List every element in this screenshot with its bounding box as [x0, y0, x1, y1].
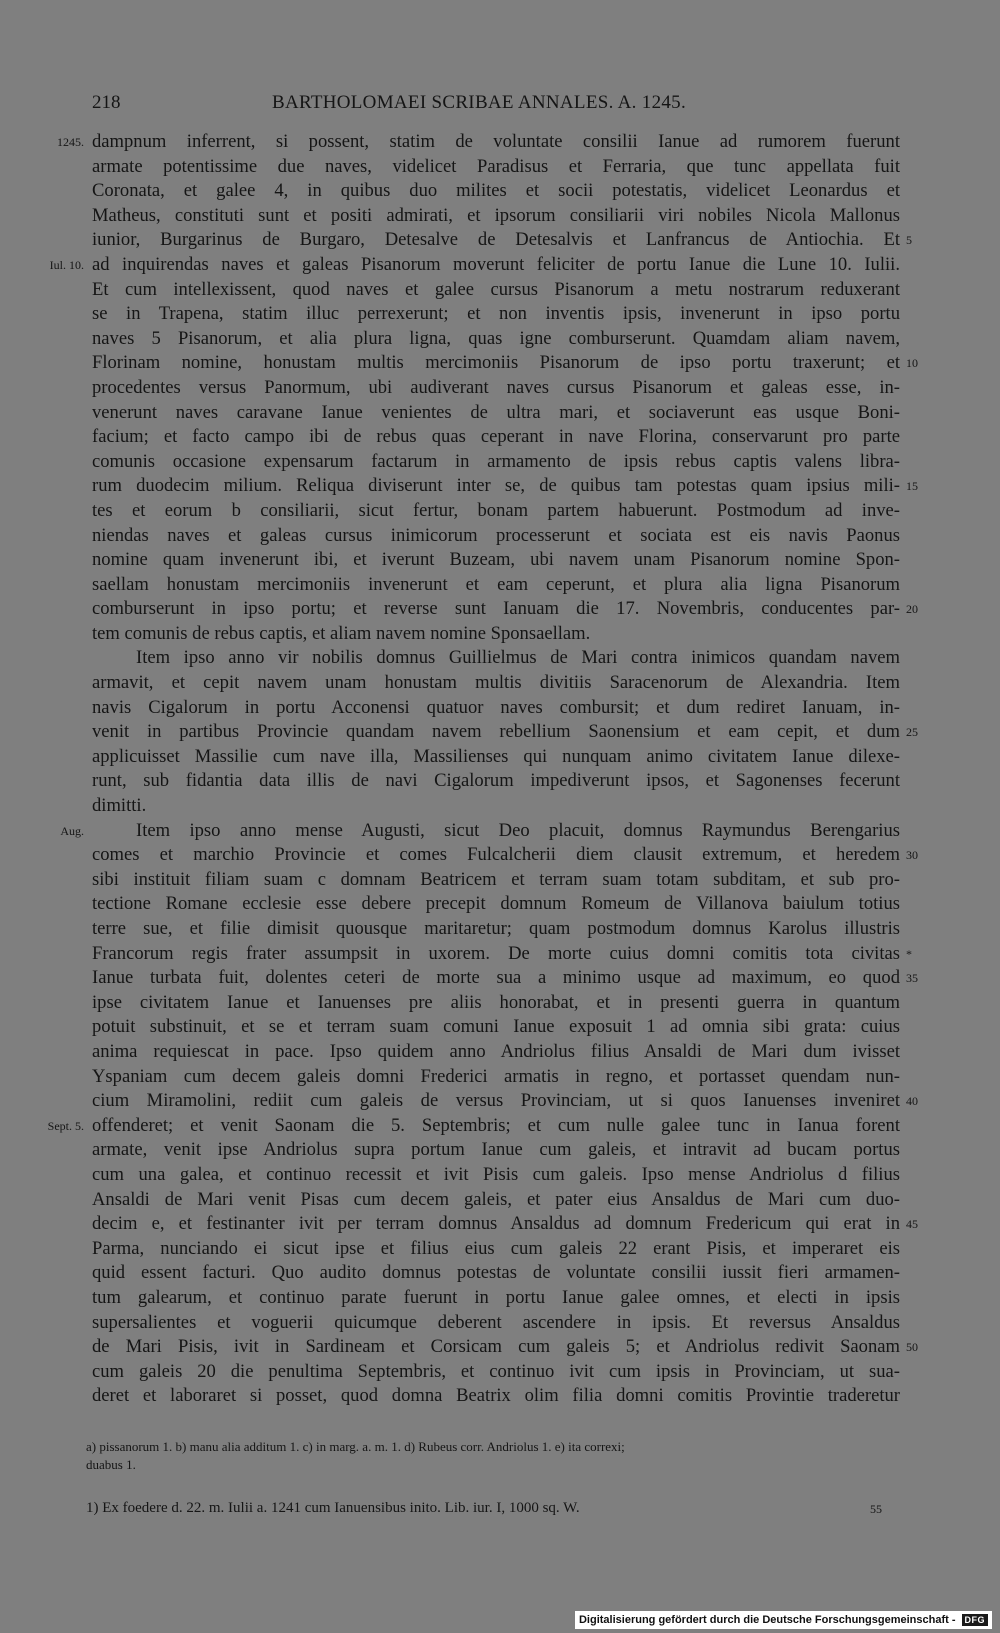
text-line — [92, 425, 900, 450]
text-line — [92, 696, 900, 721]
text-line — [92, 1286, 900, 1311]
text-line — [92, 1360, 900, 1385]
line-number: 15 — [906, 479, 918, 494]
text-line — [92, 892, 900, 917]
note-line: a) pissanorum 1. b) manu alia additum 1. c) in marg. a. m. 1. d) Rubeus corr. Andriolus 1. e) ita correxi; — [86, 1439, 625, 1454]
line-text: sibi instituit filiam suam c domnam Beatricem et terram suam totam subditam, et sub pro- — [92, 868, 900, 890]
text-line — [57, 130, 900, 155]
text-line — [92, 769, 900, 794]
line-text: navis Cigalorum in portu Acconensi quatuor naves combursit; et dum rediret Ianuam, in- — [92, 696, 900, 718]
text-line — [92, 351, 918, 376]
line-text: cum una galea, et continuo recessit et ivit Pisis cum galeis. Ipso mense Andriolus d filius — [92, 1163, 900, 1185]
footnote: 1) Ex foedere d. 22. m. Iulii a. 1241 cum Ianuensibus inito. Lib. iur. I, 1000 sq. W. — [86, 1500, 580, 1516]
margin-date: 1245. — [57, 135, 84, 149]
text-line — [92, 450, 900, 475]
line-text: decim e, et festinanter ivit per terram domnus Ansaldus ad domnum Fredericum qui erat in — [92, 1213, 900, 1235]
line-text: iunior, Burgarinus de Burgaro, Detesalve de Detesalvis et Lanfrancus de Antiochia. Et — [92, 229, 900, 251]
text-line — [92, 1065, 900, 1090]
line-number: 5 — [906, 233, 912, 248]
line-number: 35 — [906, 971, 918, 986]
line-number: 40 — [906, 1094, 918, 1109]
line-number: 30 — [906, 848, 918, 863]
funding-credit — [575, 1611, 992, 1629]
body-text — [47, 130, 918, 1409]
margin-date: Iul. 10. — [49, 257, 84, 272]
line-text: nomine quam invenerunt ibi, et iverunt Buzeam, ubi navem unam Pisanorum nomine Spon- — [92, 549, 900, 571]
line-text: comunis occasione expensarum factarum in armamento de ipsis rebus captis valens libra- — [92, 450, 900, 472]
line-text: armavit, et cepit navem unam honustam multis divitiis Saracenorum de Alexandria. Item — [92, 672, 900, 694]
line-text: tem comunis de rebus captis, et aliam navem nomine Sponsaellam. — [92, 622, 591, 644]
text-line — [92, 548, 900, 573]
text-line — [92, 1089, 918, 1114]
line-text: supersalientes et voguerii quicumque deberent ascendere in ipsis. Et reversus Ansaldus — [92, 1311, 900, 1333]
text-line — [92, 671, 900, 696]
text-line — [92, 499, 900, 524]
line-text: tectione Romane ecclesie esse debere precepit domnum Romeum de Villanova baiulum totius — [92, 893, 900, 915]
text-line — [92, 794, 900, 819]
text-line — [92, 1384, 900, 1409]
line-number: 10 — [906, 356, 918, 371]
line-text: naves 5 Pisanorum, et alia plura ligna, quas igne comburserunt. Quamdam aliam navem, — [92, 327, 900, 349]
line-text: runt, sub fidantia data illis de navi Cigalorum impediverunt ipsos, et Sagonenses fecerunt — [92, 770, 900, 792]
page-header — [92, 92, 902, 122]
line-text: Ansaldi de Mari venit Pisas cum decem galeis, et pater eius Ansaldus de Mari cum duo- — [92, 1188, 900, 1210]
line-text: venit in partibus Provincie quandam navem rebellium Saonensium et eam cepit, et dum — [92, 721, 900, 743]
line-text: dimitti. — [92, 795, 147, 817]
text-line — [92, 843, 918, 868]
margin-date: Aug. — [60, 823, 84, 838]
text-line — [92, 745, 900, 770]
text-line — [92, 327, 900, 352]
line-text: offenderet; et venit Saonam die 5. Septembris; et cum nulle galee tunc in Ianua forent — [92, 1114, 900, 1136]
line-text: ad inquirendas naves et galeas Pisanorum moverunt feliciter de portu Ianue die Lune 10. Iulii. — [92, 253, 900, 275]
line-text: dampnum inferrent, si possent, statim de voluntate consilii Ianue ad rumorem fuerunt — [92, 131, 900, 152]
text-line — [92, 302, 900, 327]
text-line — [92, 622, 900, 647]
text-line — [92, 917, 900, 942]
line-text: armate potentissime due naves, videlicet Paradisus et Ferraria, que tunc appellata fuit — [92, 155, 900, 177]
line-text: Ianue turbata fuit, dolentes ceteri de morte sua a minimo usque ad maximum, eo quod — [92, 967, 900, 989]
text-line — [92, 401, 900, 426]
line-text: anima requiescat in pace. Ipso quidem anno Andriolus filius Ansaldi de Mari dum ivisset — [92, 1040, 900, 1062]
text-line — [92, 1311, 900, 1336]
text-line — [92, 278, 900, 303]
line-text: quid essent facturi. Quo audito domnus potestas de voluntate consilii iussit fieri armamen- — [92, 1262, 900, 1284]
line-text: Florinam nomine, honustam multis mercimoniis Pisanorum de ipso portu traxerunt; et — [92, 352, 900, 374]
note-line: duabus 1. — [86, 1457, 136, 1472]
text-line — [92, 1335, 918, 1360]
line-text: cum galeis 20 die penultima Septembris, et continuo ivit cum ipsis in Provinciam, ut sua- — [92, 1360, 900, 1382]
text-line — [92, 1237, 900, 1262]
text-line — [92, 991, 900, 1016]
text-line — [92, 868, 900, 893]
text-line — [92, 524, 900, 549]
text-line — [92, 204, 900, 229]
line-text: armate, venit ipse Andriolus supra portum Ianue cum galeis, et intravit ad bucam portus — [92, 1139, 900, 1161]
line-text: tes et eorum b consiliarii, sicut fertur, bonam partem habuerunt. Postmodum ad inve- — [92, 499, 900, 521]
line-text: niendas naves et galeas cursus inimicorum processerunt et sociata est eis navis Paonus — [92, 524, 900, 546]
footnote-line-number: 55 — [870, 1502, 882, 1516]
line-text: comes et marchio Provincie et comes Fulcalcherii diem clausit extremum, et heredem — [92, 844, 900, 866]
text-line — [92, 597, 918, 622]
line-text: saellam honustam mercimoniis invenerunt et eam ceperunt, et plura alia ligna Pisanorum — [92, 573, 900, 595]
text-line — [60, 819, 900, 844]
line-text: se in Trapena, statim illuc perrexerunt; et non inventis ipsis, invenerunt in ipso portu — [92, 303, 900, 325]
line-text: Item ipso anno mense Augusti, sicut Deo placuit, domnus Raymundus Berengarius — [136, 819, 900, 841]
page-number: 218 — [92, 92, 121, 113]
line-text: deret et laboraret si posset, quod domna Beatrix olim filia domni comitis Provintie traderetur — [92, 1385, 900, 1407]
line-text: terre sue, et filie dimisit quousque maritaretur; quam postmodum domnus Karolus illustris — [92, 918, 900, 939]
text-line — [92, 155, 900, 180]
text-line — [92, 966, 918, 991]
text-line — [92, 1261, 900, 1286]
text-line — [92, 646, 900, 671]
text-line — [92, 720, 918, 745]
text-line — [92, 179, 900, 204]
text-line — [47, 1114, 900, 1139]
line-text: procedentes versus Panormum, ubi audiverant naves cursus Pisanorum et galeas esse, in- — [92, 376, 900, 398]
line-number: 45 — [906, 1217, 918, 1232]
line-number: * — [906, 946, 912, 961]
text-line — [92, 1212, 918, 1237]
line-text: Item ipso anno vir nobilis domnus Guillielmus de Mari contra inimicos quandam navem — [136, 647, 900, 669]
running-title: BARTHOLOMAEI SCRIBAE ANNALES. A. 1245. — [272, 92, 687, 113]
text-line — [92, 376, 900, 401]
line-text: potuit substinuit, et se et terram suam comuni Ianue exposuit 1 ad omnia sibi grata: cuius — [92, 1016, 900, 1038]
line-number: 25 — [906, 725, 918, 740]
text-line — [92, 474, 918, 499]
text-line — [92, 942, 912, 967]
text-line — [92, 228, 912, 253]
line-text: Matheus, constituti sunt et positi admirati, et ipsorum consiliarii viri nobiles Nicola Mallonus — [92, 204, 900, 226]
line-text: de Mari Pisis, ivit in Sardineam et Corsicam cum galeis 5; et Andriolus redivit Saonam — [92, 1336, 900, 1358]
line-text: ipse civitatem Ianue et Ianuenses pre aliis honorabat, et in presenti guerra in quantum — [92, 991, 900, 1013]
text-line — [92, 1188, 900, 1213]
margin-date: Sept. 5. — [47, 1118, 84, 1133]
line-text: rum duodecim milium. Reliqua diviserunt inter se, de quibus tam potestas quam ipsius mili- — [92, 475, 900, 497]
line-text: Coronata, et galee 4, in quibus duo milites et socii potestatis, videlicet Leonardus et — [92, 180, 900, 202]
critical-notes — [86, 1438, 906, 1474]
text-line — [92, 573, 900, 598]
line-text: Francorum regis frater assumpsit in uxorem. De morte cuius domni comitis tota civitas — [92, 942, 900, 964]
line-text: venerunt naves caravane Ianue venientes de ultra mari, et sociaverunt eas usque Boni- — [92, 401, 900, 423]
line-number: 50 — [906, 1340, 918, 1355]
text-line — [49, 253, 900, 278]
text-line — [92, 1040, 900, 1065]
line-text: facium; et facto campo ibi de rebus quas ceperant in nave Florina, conservarunt pro parte — [92, 426, 900, 448]
line-text: tum galearum, et continuo parate fuerunt in portu Ianue galee omnes, et electi in ipsis — [92, 1286, 900, 1308]
line-text: Et cum intellexissent, quod naves et galee cursus Pisanorum a metu nostrarum reduxerant — [92, 278, 900, 300]
credit-text: Digitalisierung gefördert durch die Deutsche Forschungsgemeinschaft - — [578, 1614, 956, 1626]
line-number: 20 — [906, 602, 918, 617]
text-line — [92, 1015, 900, 1040]
line-text: comburserunt in ipso portu; et reverse sunt Ianuam die 17. Novembris, conducentes par- — [92, 598, 900, 620]
line-text: Yspaniam cum decem galeis domni Frederici armatis in regno, et portasset quendam nun- — [92, 1065, 900, 1087]
text-line — [92, 1163, 900, 1188]
line-text: Parma, nunciando ei sicut ipse et filius eius cum galeis 22 erant Pisis, et imperaret eis — [92, 1237, 900, 1259]
line-text: applicuisset Massilie cum nave illa, Massilienses qui nunquam animo civitatem Ianue dilexe- — [92, 745, 900, 767]
dfg-logo: DFG — [962, 1614, 989, 1626]
text-line — [92, 1138, 900, 1163]
line-text: cium Miramolini, rediit cum galeis de versus Provinciam, ut si quos Ianuenses inveniret — [92, 1090, 900, 1112]
